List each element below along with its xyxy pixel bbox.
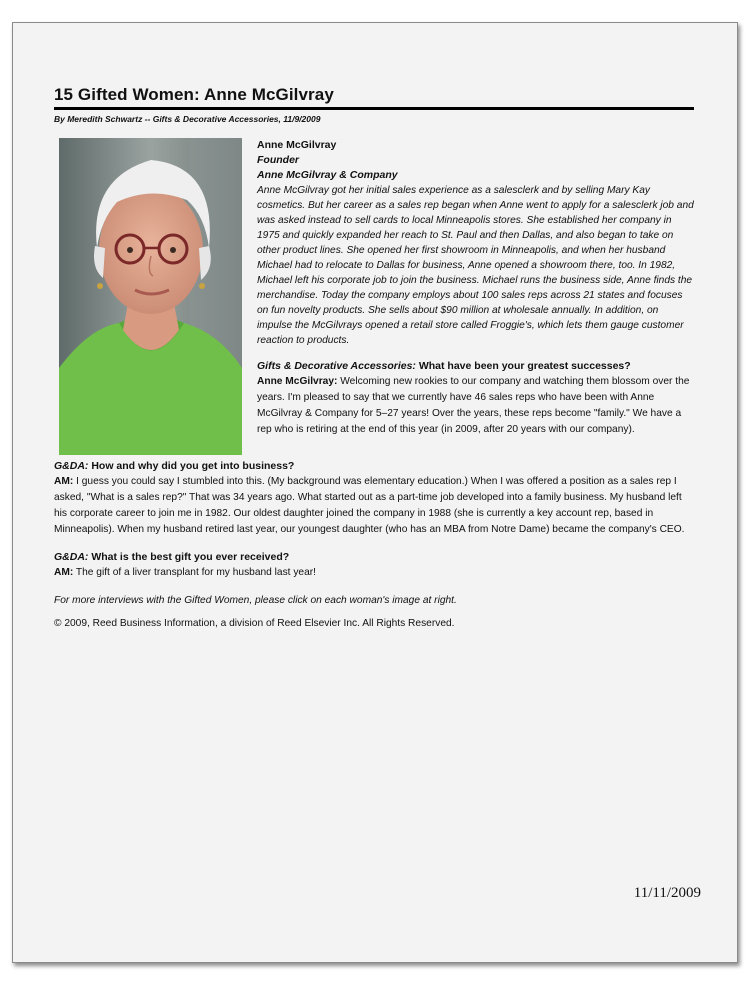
question-prefix: Gifts & Decorative Accessories: [257,360,416,372]
qa-item [54,550,694,581]
qa-item [54,459,694,538]
portrait-photo [59,138,242,455]
profile-company: Anne McGilvray & Company [257,169,398,181]
answer-prefix: AM: [54,476,74,487]
headline-rule [54,107,694,110]
answer-prefix: AM: [54,567,74,578]
question [54,550,694,565]
headline: 15 Gifted Women: Anne McGilvray [54,85,334,104]
profile-title: Founder [257,154,299,166]
byline: By Meredith Schwartz -- Gifts & Decorative Accessories, 11/9/2009 [54,114,321,124]
answer-text: The gift of a liver transplant for my husband last year! [73,567,316,578]
answer [54,565,694,581]
portrait-illustration [59,138,242,455]
copyright: © 2009, Reed Business Information, a division of Reed Elsevier Inc. All Rights Reserved. [54,618,455,629]
question-prefix: G&DA: [54,551,89,563]
article [54,85,694,639]
answer-text: Welcoming new rookies to our company and watching them blossom over the years. I'm pleased to say that we currently have 46 sales reps who have been with Anne McGilvray & Company for 5–27 years! Over the years, these reps become "family." We have a rep who is retiring at the end of this year (in 2009, after 20 years with our company). [257,376,690,435]
answer [54,474,694,538]
printed-page [12,22,738,963]
question-text: How and why did you get into business? [88,460,295,472]
answer-text: I guess you could say I stumbled into this. (My background was elementary education.) When I was offered a position as a sales rep I asked, "What is a sales rep?" That was 34 years ago. What started out as a part-time job developed into a family business. My husband left his corporate career to join me in 1982. Our oldest daughter joined the company in 1988 (she is currently a key account rep, based in Minneapolis). When my husband retired last year, our youngest daughter (who has an MBA from Notre Dame) became the company's CEO. [54,476,685,535]
profile-bio: Anne McGilvray got her initial sales experience as a salesclerk and by selling Mary Kay cosmetics. But her career as a sales rep began when Anne went to apply for a salesclerk job and was asked instead to sell cards to local Minneapolis stores. She established her company in 1975 and quickly expanded her reach to St. Paul and then Dallas, and also began to take on other product lines. She opened her first showroom in Minneapolis, and when her husband Michael had to relocate to Dallas for business, Anne opened a showroom there, too. In 1982, Michael left his corporate job to join the business. Michael runs the business side, Anne finds the merchandise. Today the company employs about 100 sales reps across 21 states and focuses on fun novelty products. She sells about $90 million at wholesale annually. In addition, on impulse the McGilvrays opened a retail store called Froggie's, which lets them gauge customer reaction to products. [257,185,694,346]
question-text: What have been your greatest successes? [415,360,631,372]
print-date: 11/11/2009 [633,885,701,901]
profile-name: Anne McGilvray [257,139,337,151]
interview-note: For more interviews with the Gifted Women, please click on each woman's image at right. [54,595,457,606]
question-prefix: G&DA: [54,460,89,472]
answer-prefix: Anne McGilvray: [257,376,338,387]
question [54,459,694,474]
question-text: What is the best gift you ever received? [88,551,290,563]
